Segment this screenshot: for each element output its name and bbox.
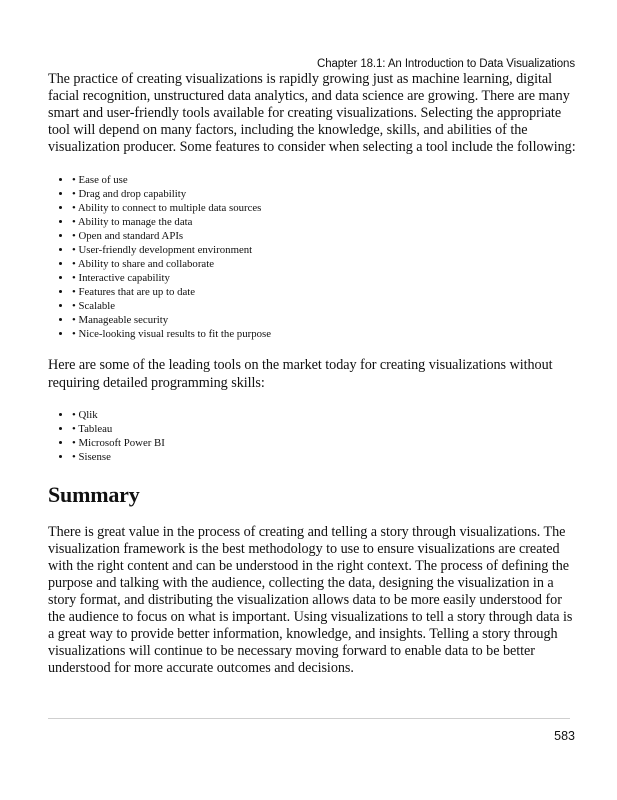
list-item: • • Open and standard APIs: [72, 229, 578, 243]
summary-heading: Summary: [48, 481, 140, 507]
list-item: • • Ease of use: [72, 173, 578, 187]
page-content: [48, 71, 578, 678]
list-item: • • Interactive capability: [72, 271, 578, 285]
footer-divider: [48, 718, 570, 719]
intro-paragraph: The practice of creating visualizations is rapidly growing just as machine learning, digital facial recognition, unstructured data analytics, and data science are growing. There are many smart and user-friendly tools available for creating visualizations. Selecting the appropriate tool will depend on many factors, including the knowledge, skills, and abilities of the visualization producer. Some features to consider when selecting a tool include the following:: [48, 71, 576, 156]
page-number: 583: [554, 729, 575, 743]
summary-paragraph: There is great value in the process of creating and telling a story through visualizations. The visualization framework is the best methodology to use to ensure visualizations are created with the right content and can be understood in the right context. The process of defining the purpose and talking with the audience, collecting the data, designing the visualization in a story format, and distributing the visualization allows data to be more easily understood for the audience to focus on what is important. Using visualizations to tell a story through data is a great way to provide better information, knowledge, and insights. Telling a story through visualizations will continue to be necessary moving forward to enable data to be better understood for more accurate outcomes and decisions.: [48, 523, 573, 677]
tools-paragraph: Here are some of the leading tools on the market today for creating visualizations without requiring detailed programming skills:: [48, 357, 553, 391]
list-item: • • Sisense: [72, 450, 578, 464]
list-item: • • Qlik: [72, 408, 578, 422]
list-item: • • Tableau: [72, 422, 578, 436]
feature-list: [48, 173, 578, 341]
list-item: • • Features that are up to date: [72, 285, 578, 299]
tools-list: [48, 408, 578, 464]
list-item: • • Ability to share and collaborate: [72, 257, 578, 271]
list-item: • • Scalable: [72, 299, 578, 313]
list-item: • • Ability to manage the data: [72, 215, 578, 229]
list-item: • • Manageable security: [72, 313, 578, 327]
list-item: • • Drag and drop capability: [72, 187, 578, 201]
list-item: • • Nice-looking visual results to fit the purpose: [72, 327, 578, 341]
running-header: Chapter 18.1: An Introduction to Data Visualizations: [317, 58, 575, 70]
list-item: • • User-friendly development environment: [72, 243, 578, 257]
list-item: • • Microsoft Power BI: [72, 436, 578, 450]
list-item: • • Ability to connect to multiple data sources: [72, 201, 578, 215]
